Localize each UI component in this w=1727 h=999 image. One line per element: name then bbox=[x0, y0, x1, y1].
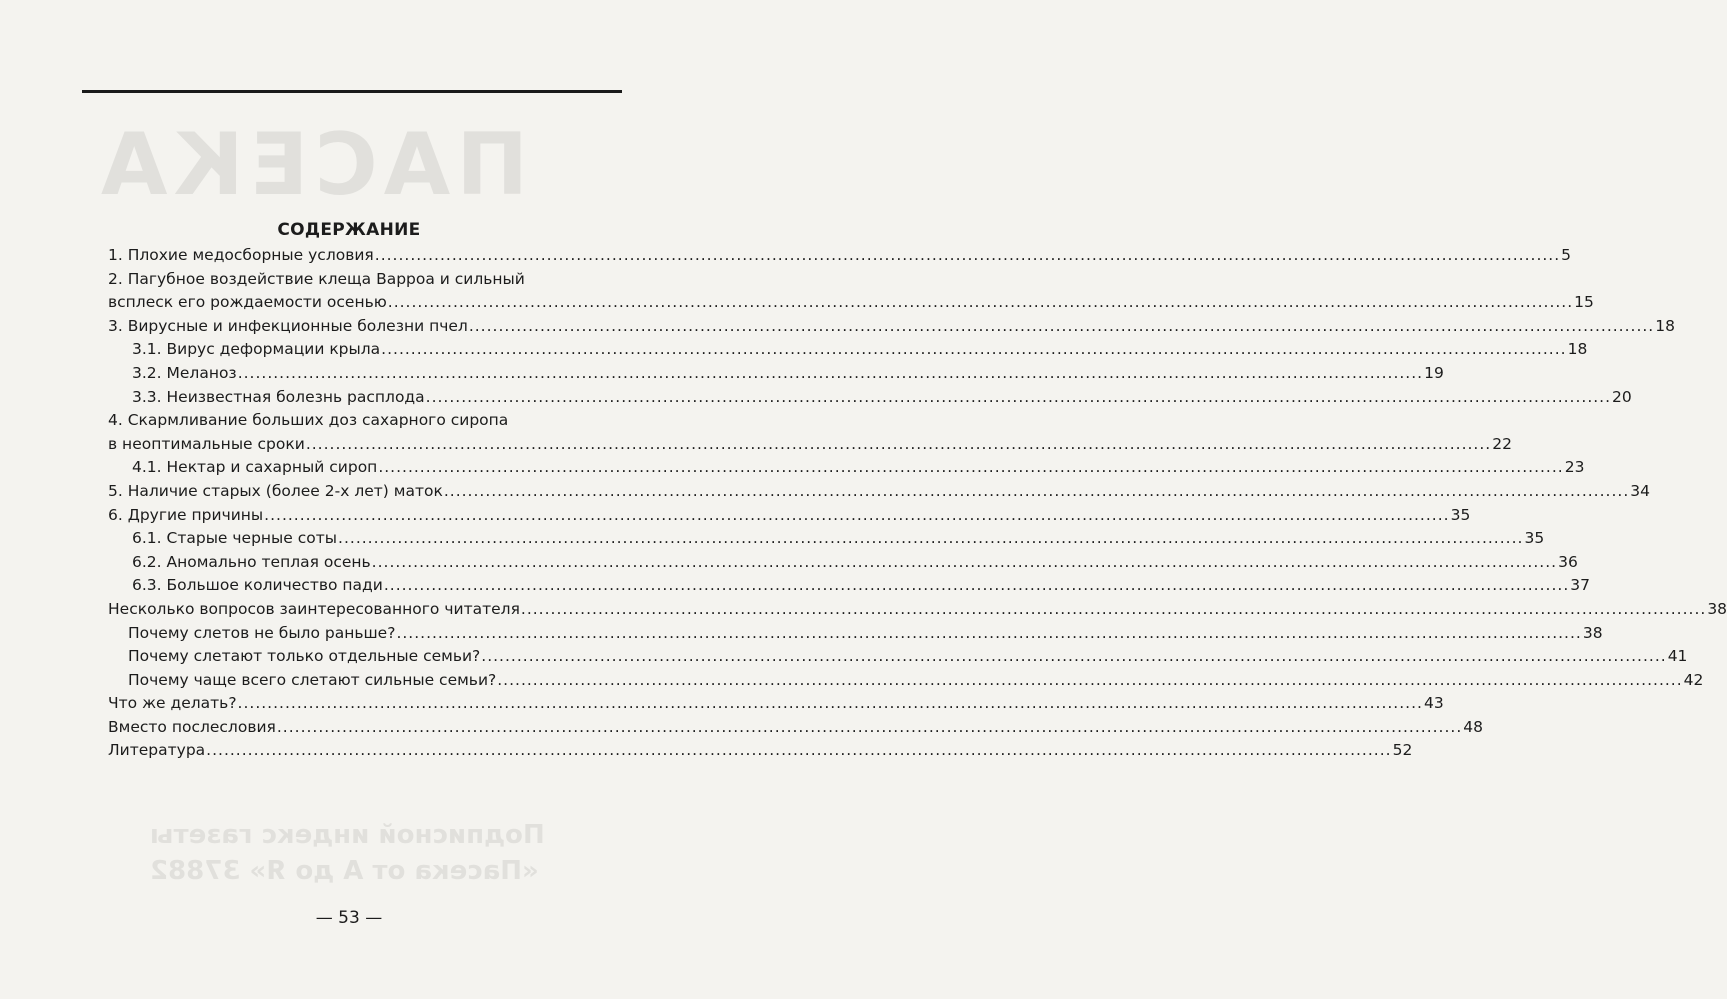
header-rule bbox=[82, 90, 622, 93]
toc-entry-title: Почему слетают только отдельные семьи? bbox=[128, 647, 481, 666]
toc-entry-title: Что же делать? bbox=[108, 694, 237, 713]
toc-page-number: 5 bbox=[1561, 246, 1572, 264]
toc-dot-leader: ........................................................................................................................................................................................................ bbox=[237, 694, 1423, 713]
toc-dot-leader: ........................................................................................................................................................................................................ bbox=[237, 363, 1424, 382]
toc-entry bbox=[108, 338, 1588, 362]
toc-entry bbox=[108, 669, 1704, 693]
toc-entry bbox=[108, 739, 1413, 763]
toc-page-number: 18 bbox=[1655, 316, 1675, 335]
toc-entry bbox=[108, 433, 1512, 457]
toc-entry bbox=[108, 409, 598, 433]
toc-page-number: 38 bbox=[1582, 623, 1603, 642]
toc-entry-title: 6.1. Старые черные соты bbox=[132, 529, 338, 548]
toc-entry-title: 1. Плохие медосборные условия bbox=[108, 246, 374, 264]
toc-entry bbox=[108, 527, 1545, 551]
toc-dot-leader: ........................................................................................................................................................................................................ bbox=[425, 387, 1612, 406]
toc-entry-title: в неоптимальные сроки bbox=[108, 434, 305, 453]
toc-page-number: 15 bbox=[1574, 293, 1594, 312]
toc-entry bbox=[108, 386, 1632, 410]
toc-entry-title: Литература bbox=[108, 741, 206, 760]
toc-page-number: 48 bbox=[1463, 717, 1483, 736]
toc-page-number: 23 bbox=[1564, 458, 1585, 477]
toc-page-number: 52 bbox=[1392, 741, 1413, 760]
toc-dot-leader: ........................................................................................................................................................................................................ bbox=[387, 293, 1574, 312]
toc-dot-leader: ........................................................................................................................................................................................................ bbox=[374, 246, 1561, 264]
toc-entry bbox=[108, 291, 1594, 315]
toc-entry-title: 4. Скармливание больших доз сахарного сиропа bbox=[108, 411, 509, 430]
toc-page-number: 35 bbox=[1450, 505, 1471, 524]
toc-entry-title: 3. Вирусные и инфекционные болезни пчел bbox=[108, 316, 468, 335]
toc-entry bbox=[108, 480, 1650, 504]
page-title: СОДЕРЖАНИЕ bbox=[277, 220, 421, 240]
toc-dot-leader: ........................................................................................................................................................................................................ bbox=[276, 717, 1463, 736]
toc-entry-title: 5. Наличие старых (более 2-х лет) маток bbox=[108, 481, 443, 500]
toc-page-number: 43 bbox=[1423, 694, 1444, 713]
toc-dot-leader: ........................................................................................................................................................................................................ bbox=[481, 647, 1667, 666]
toc-dot-leader: ........................................................................................................................................................................................................ bbox=[378, 458, 1564, 477]
toc-dot-leader: ........................................................................................................................................................................................................ bbox=[520, 599, 1707, 618]
toc-entry bbox=[108, 598, 1727, 622]
toc-dot-leader: ........................................................................................................................................................................................................ bbox=[371, 552, 1558, 571]
toc-page-number: 35 bbox=[1524, 529, 1545, 548]
toc-dot-leader: ........................................................................................................................................................................................................ bbox=[497, 670, 1683, 689]
toc-entry-title: всплеск его рождаемости осенью bbox=[108, 293, 387, 312]
toc-entry-title: 2. Пагубное воздействие клеща Варроа и сильный bbox=[108, 269, 525, 288]
toc-dot-leader: ........................................................................................................................................................................................................ bbox=[338, 529, 1524, 548]
toc-entry bbox=[108, 244, 1572, 268]
toc-entry bbox=[108, 362, 1444, 386]
toc-entry-title: Вместо послесловия bbox=[108, 717, 276, 736]
toc-entry-title: Несколько вопросов заинтересованного читателя bbox=[108, 599, 520, 618]
toc-page-number: 36 bbox=[1558, 552, 1578, 571]
toc-entry bbox=[108, 456, 1585, 480]
toc-dot-leader: ........................................................................................................................................................................................................ bbox=[381, 340, 1567, 359]
toc-dot-leader: ........................................................................................................................................................................................................ bbox=[206, 741, 1392, 760]
bleed-through-footer-line-1: Подписной индекс газеты bbox=[150, 820, 545, 850]
toc-entry-title: 3.3. Неизвестная болезнь расплода bbox=[132, 387, 425, 406]
bleed-through-footer-line-2: «Пасека от А до Я» 37882 bbox=[150, 856, 539, 886]
toc-entry-title: Почему чаще всего слетают сильные семьи? bbox=[128, 670, 497, 689]
toc-dot-leader: ........................................................................................................................................................................................................ bbox=[396, 623, 1582, 642]
toc-page-number: 41 bbox=[1667, 647, 1688, 666]
toc-entry bbox=[108, 574, 1590, 598]
toc-dot-leader: ........................................................................................................................................................................................................ bbox=[264, 505, 1450, 524]
table-of-contents bbox=[108, 244, 1727, 763]
toc-entry-title: 3.2. Меланоз bbox=[132, 363, 237, 382]
toc-entry bbox=[108, 716, 1483, 740]
toc-entry bbox=[108, 268, 598, 292]
toc-page-number: 42 bbox=[1683, 670, 1704, 689]
toc-entry bbox=[108, 622, 1603, 646]
toc-entry-title: 6.3. Большое количество пади bbox=[132, 576, 383, 595]
toc-entry-title: 4.1. Нектар и сахарный сироп bbox=[132, 458, 378, 477]
toc-entry-title: 3.1. Вирус деформации крыла bbox=[132, 340, 381, 359]
bleed-through-heading: ПАСЕКА bbox=[95, 115, 529, 215]
toc-page-number: 22 bbox=[1492, 434, 1512, 453]
toc-page-number: 18 bbox=[1567, 340, 1588, 359]
toc-dot-leader: ........................................................................................................................................................................................................ bbox=[383, 576, 1570, 595]
toc-entry-title: 6. Другие причины bbox=[108, 505, 264, 524]
toc-entry bbox=[108, 551, 1578, 575]
toc-page-number: 34 bbox=[1630, 481, 1650, 500]
toc-entry bbox=[108, 645, 1688, 669]
toc-entry-title: Почему слетов не было раньше? bbox=[128, 623, 396, 642]
toc-entry bbox=[108, 692, 1444, 716]
toc-dot-leader: ........................................................................................................................................................................................................ bbox=[305, 434, 1492, 453]
toc-entry-title: 6.2. Аномально теплая осень bbox=[132, 552, 371, 571]
toc-dot-leader: ........................................................................................................................................................................................................ bbox=[468, 316, 1655, 335]
toc-entry bbox=[108, 315, 1675, 339]
toc-page-number: 37 bbox=[1570, 576, 1590, 595]
page-number: — 53 — bbox=[315, 908, 383, 928]
toc-page-number: 19 bbox=[1424, 363, 1444, 382]
toc-dot-leader: ........................................................................................................................................................................................................ bbox=[443, 481, 1630, 500]
toc-page-number: 20 bbox=[1612, 387, 1632, 406]
toc-entry bbox=[108, 504, 1471, 528]
toc-page-number: 38 bbox=[1707, 599, 1727, 618]
